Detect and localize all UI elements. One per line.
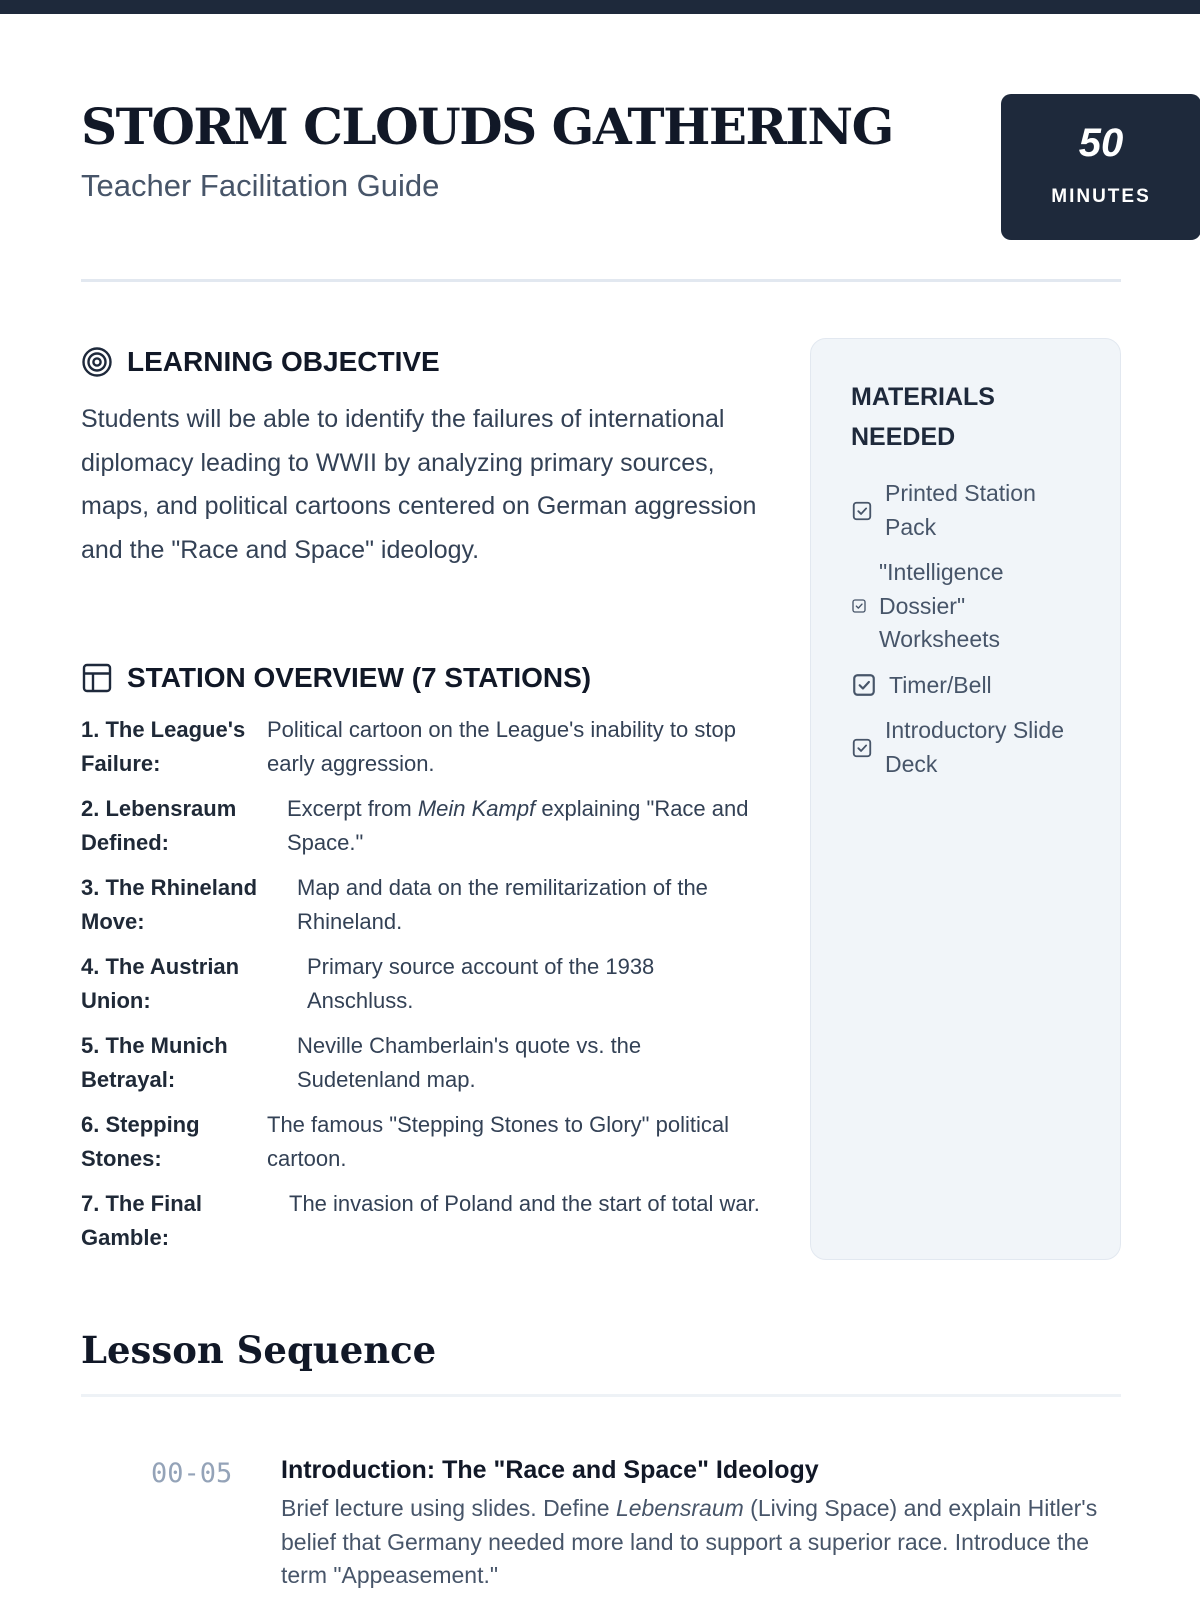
objective-heading <box>81 344 440 380</box>
station-name: 2. Lebensraum Defined: <box>81 796 237 855</box>
duration-badge <box>1001 94 1200 240</box>
top-accent-bar <box>0 0 1200 14</box>
station-description: Primary source account of the 1938 Anschluss. <box>307 954 655 1013</box>
sequence-title: Introduction: The "Race and Space" Ideology <box>281 1456 819 1484</box>
station-name: 4. The Austrian Union: <box>81 954 240 1013</box>
station-description: Map and data on the remilitarization of the Rhineland. <box>297 875 708 934</box>
document-header <box>81 94 1151 244</box>
station-item <box>81 1029 761 1096</box>
materials-item-label: Introductory Slide Deck <box>885 717 1064 777</box>
materials-item <box>851 477 1091 544</box>
station-item <box>81 1108 761 1175</box>
materials-item-label: "Intelligence Dossier" Worksheets <box>879 559 1004 652</box>
objective-text: Students will be able to identify the failures of international diplomacy leading to WWII by analyzing primary sources, maps, and political cartoons centered on German aggression and the "Race and Space" ideology. <box>81 405 757 564</box>
page-title: STORM CLOUDS GATHERING <box>81 97 893 156</box>
checkbox-icon <box>851 500 873 522</box>
duration-value: 50 <box>1078 121 1124 165</box>
station-item <box>81 871 761 938</box>
station-description-text: explaining "Race and Space." <box>287 796 749 855</box>
materials-item <box>851 669 1091 703</box>
station-description: The famous "Stepping Stones to Glory" political cartoon. <box>267 1112 729 1171</box>
duration-unit: MINUTES <box>1051 186 1151 207</box>
materials-list <box>851 477 1091 793</box>
materials-item <box>851 714 1091 781</box>
sequence-body <box>281 1452 1131 1593</box>
station-item <box>81 1187 761 1254</box>
sequence-description-text: (Living Space) and explain Hitler's belief that Germany needed more land to support a superior race. Introduce the term "Appeasement." <box>281 1495 1098 1588</box>
sequence-heading: Lesson Sequence <box>81 1328 437 1372</box>
station-description-text: Excerpt from <box>287 796 418 821</box>
station-description: Political cartoon on the League's inability to stop early aggression. <box>267 717 736 776</box>
checkbox-icon <box>851 672 877 698</box>
station-item <box>81 950 761 1017</box>
objective-heading-label: LEARNING OBJECTIVE <box>127 346 440 377</box>
station-description <box>287 792 761 859</box>
station-name: 7. The Final Gamble: <box>81 1191 203 1250</box>
station-item <box>81 713 761 780</box>
station-name: 6. Stepping Stones: <box>81 1112 200 1171</box>
sequence-description-text: Brief lecture using slides. Define <box>281 1495 616 1521</box>
checkbox-icon <box>851 598 867 614</box>
station-list <box>81 713 761 1266</box>
materials-panel <box>810 338 1121 1260</box>
materials-item-label: Timer/Bell <box>889 671 992 698</box>
page-subtitle: Teacher Facilitation Guide <box>81 168 440 203</box>
materials-heading: MATERIALS NEEDED <box>851 383 995 451</box>
materials-item-label: Printed Station Pack <box>885 480 1036 540</box>
stations-heading-label: STATION OVERVIEW (7 STATIONS) <box>127 662 592 693</box>
station-description: Neville Chamberlain's quote vs. the Sudetenland map. <box>297 1033 642 1092</box>
station-name: 5. The Munich Betrayal: <box>81 1033 228 1092</box>
materials-item <box>851 556 1091 657</box>
layout-icon <box>81 662 113 694</box>
sequence-divider <box>81 1394 1121 1397</box>
station-description: The invasion of Poland and the start of total war. <box>289 1191 760 1216</box>
checkbox-icon <box>851 737 873 759</box>
station-name: 1. The League's Failure: <box>81 717 246 776</box>
header-divider <box>81 279 1121 282</box>
station-item <box>81 792 761 859</box>
sequence-time: 00-05 <box>151 1458 233 1489</box>
book-title: Mein Kampf <box>417 796 536 821</box>
target-icon <box>81 346 113 378</box>
stations-heading <box>81 660 591 696</box>
station-name: 3. The Rhineland Move: <box>81 875 258 934</box>
sequence-description <box>281 1492 1131 1593</box>
term-emphasis: Lebensraum <box>615 1495 744 1521</box>
